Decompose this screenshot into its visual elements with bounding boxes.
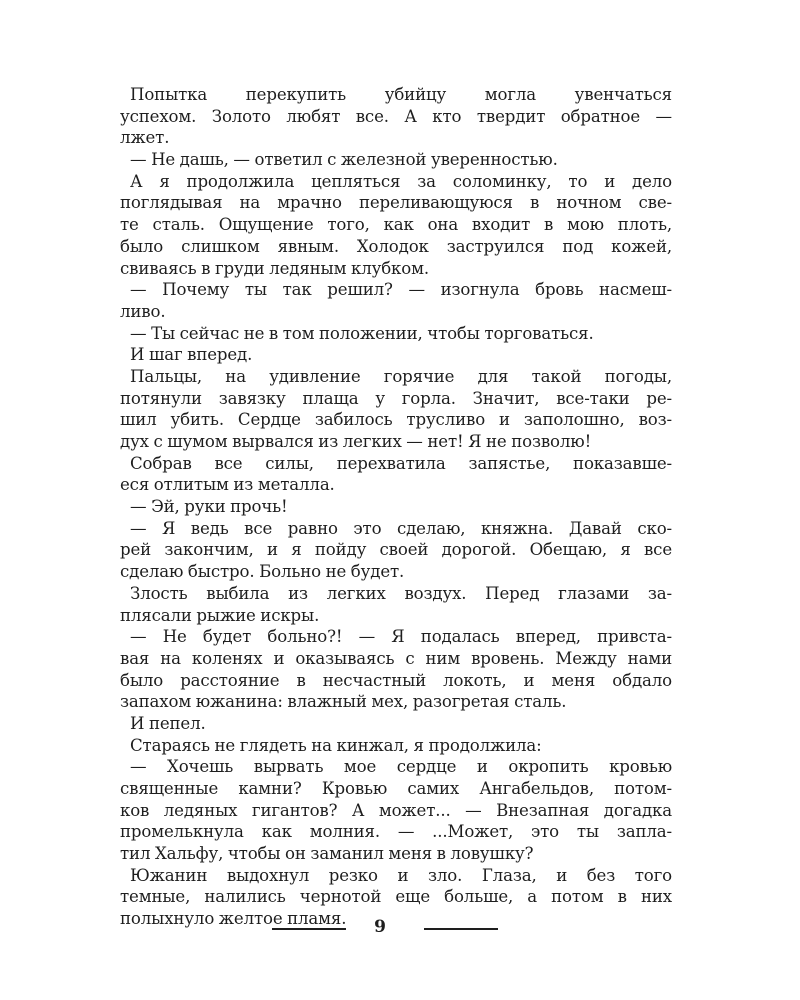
text-line: дух с шумом вырвался из легких — нет! Я не позволю! (120, 432, 592, 451)
text-line: — Почему ты так решил? — изогнула бровь насмеш- (130, 280, 672, 300)
text-line: те сталь. Ощущение того, как она входит в мою плоть, (120, 215, 672, 235)
text-line: Попытка перекупить убийцу могла увенчаться (130, 85, 672, 104)
text-line: ков ледяных гигантов? А может... — Внезапная догадка (120, 800, 672, 820)
text-line: потянули завязку плаща у горла. Значит, все-таки ре- (120, 388, 672, 408)
text-line: вая на коленях и оказываясь с ним вровень. Между нами (120, 648, 672, 668)
text-line: — Хочешь вырвать мое сердце и окропить кровью (130, 757, 672, 777)
footer-rule-left (272, 928, 346, 930)
text-line: Стараясь не глядеть на кинжал, я продолжила: (130, 735, 542, 755)
text-line: — Я ведь все равно это сделаю, княжна. Давай ско- (130, 518, 672, 538)
text-line: — Эй, руки прочь! (130, 497, 288, 517)
text-line: лжет. (120, 128, 170, 148)
footer-rule-right (424, 928, 498, 930)
text-line: полыхнуло желтое пламя. (120, 909, 347, 929)
text-line: — Не будет больно?! — Я подалась вперед, привста- (130, 627, 672, 647)
text-line: И пепел. (130, 713, 206, 733)
text-line: темные, налились чернотой еще больше, а потом в них (120, 887, 672, 907)
text-line: было расстояние в несчастный локоть, и меня обдало (120, 670, 672, 690)
text-line: запахом южанина: влажный мех, разогретая сталь. (120, 692, 567, 712)
text-line: — Ты сейчас не в том положении, чтобы торговаться. (130, 323, 594, 343)
text-line: Злость выбила из легких воздух. Перед глазами за- (130, 583, 672, 603)
text-line: сделаю быстро. Больно не будет. (120, 562, 405, 582)
text-line: плясали рыжие искры. (120, 605, 320, 625)
text-line: тил Хальфу, чтобы он заманил меня в ловушку? (120, 844, 534, 864)
text-line: И шаг вперед. (130, 345, 253, 365)
text-line: промелькнула как молния. — ...Может, это ты запла- (120, 822, 672, 842)
text-line: Собрав все силы, перехватила запястье, показавше- (130, 453, 672, 473)
text-line: успехом. Золото любят все. А кто твердит обратное — (120, 106, 672, 126)
text-line: священные камни? Кровью самих Ангабельдов, потом- (120, 779, 672, 798)
text-line: ливо. (120, 301, 166, 321)
text-line: шил убить. Сердце забилось трусливо и заполошно, воз- (120, 410, 672, 430)
text-line: еся отлитым из металла. (120, 475, 335, 495)
text-line: Пальцы, на удивление горячие для такой погоды, (130, 366, 672, 386)
page-number: 9 (374, 917, 386, 937)
page-text (120, 84, 672, 930)
page-footer (0, 912, 800, 942)
text-line: рей закончим, и я пойду своей дорогой. Обещаю, я все (120, 540, 672, 560)
text-line: Южанин выдохнул резко и зло. Глаза, и без того (130, 865, 672, 885)
text-line: — Не дашь, — ответил с железной уверенностью. (130, 150, 558, 170)
text-line: свиваясь в груди ледяным клубком. (120, 258, 430, 278)
text-line: А я продолжила цепляться за соломинку, то и дело (130, 171, 672, 191)
text-line: поглядывая на мрачно переливающуюся в ночном све- (120, 193, 672, 213)
text-line: было слишком явным. Холодок заструился под кожей, (120, 236, 672, 256)
